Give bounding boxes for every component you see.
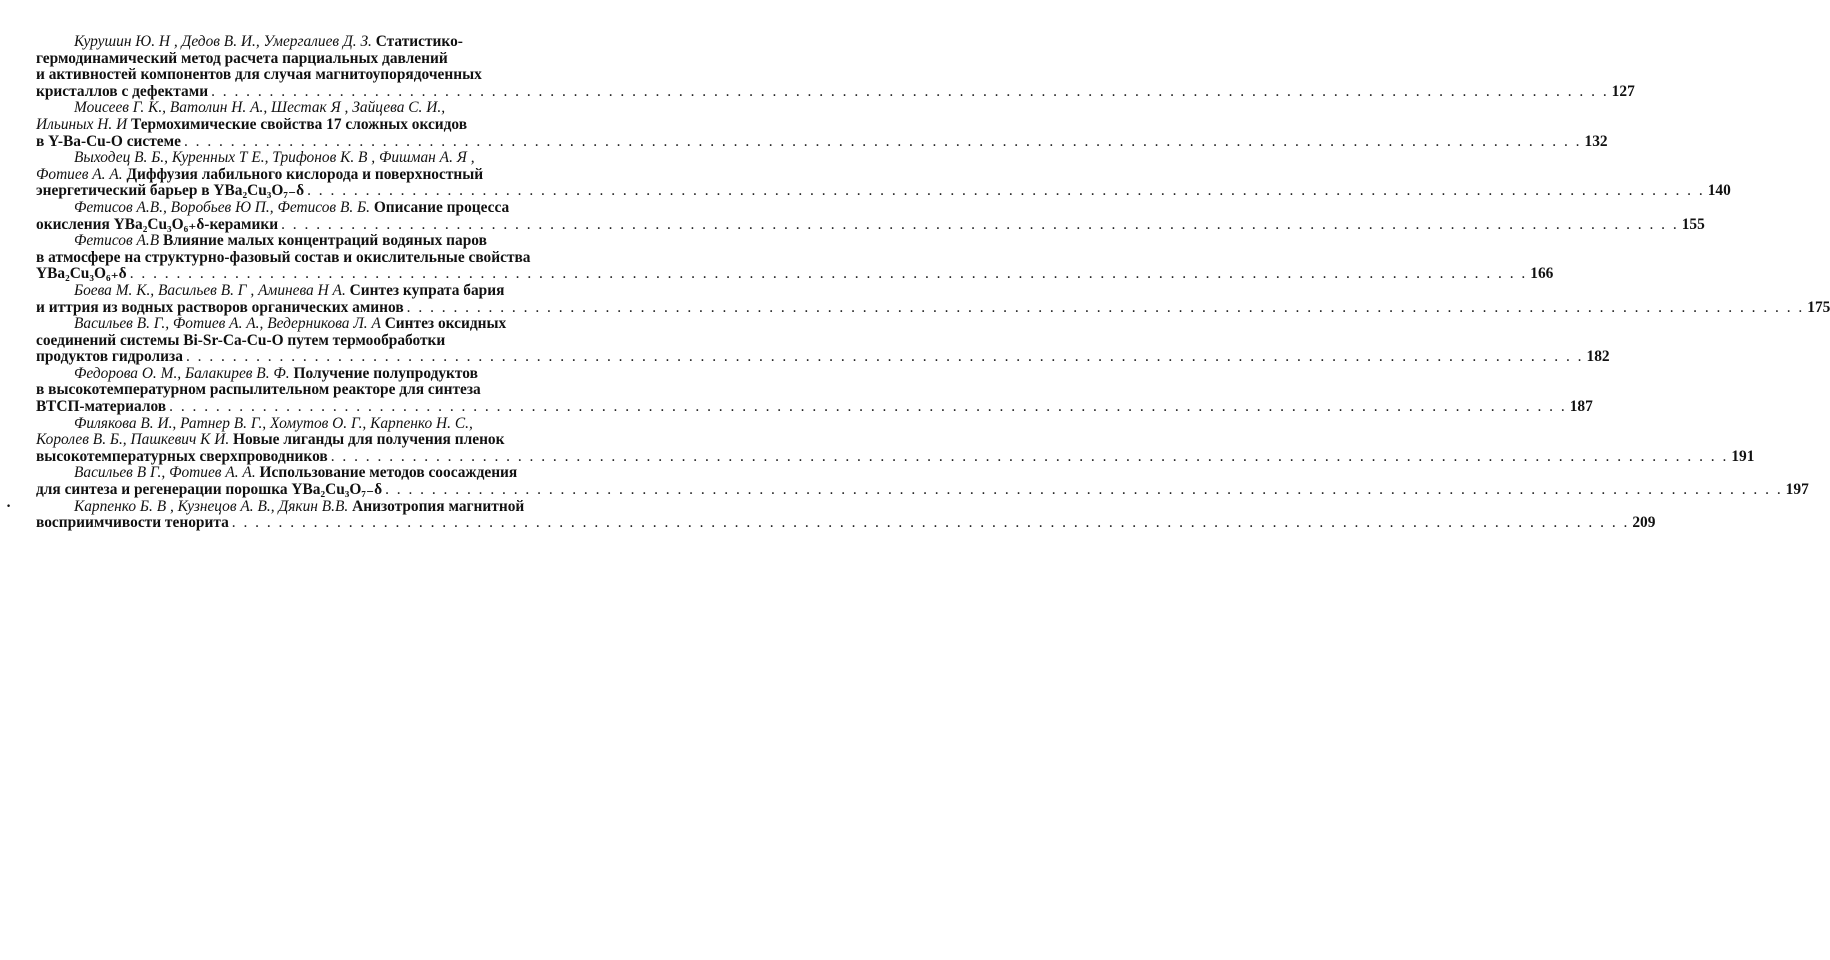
entry-title-end: кристаллов с дефектами	[36, 82, 209, 100]
entry-authors: Васильев В Г., Фотиев А. А.	[74, 464, 256, 482]
entry-title-end: для синтеза и регенерации порошка YBa₂Cu₃O₇₋δ	[36, 481, 383, 499]
toc-entry	[36, 281, 1830, 316]
toc-entry-last-line	[36, 215, 1705, 234]
entry-authors: Карпенко Б. В , Кузнецов А. В., Дякин В.В.	[74, 497, 349, 515]
entry-title-end: продуктов гидролиза	[36, 348, 183, 366]
toc-entry-line	[36, 283, 632, 300]
toc-entry-line	[36, 366, 632, 383]
toc-entry-last-line	[36, 481, 1809, 499]
entry-title: Синтез купрата бария	[345, 281, 505, 299]
toc-entry-line	[36, 416, 632, 433]
entry-title: в высокотемпературном распылительном реакторе для синтеза	[36, 381, 481, 399]
dot-leader: . . . . . . . . . . . . . . . . . . . . . . . . . . . . . . . . . . . . . . . . . . . . . . . . . . . . . . . . . . . . . . . . . . . . . . . . . . . . . . . . . . . . . . . . . . . . . . . . . . . . . . . . . . . . . . . . . . . . . . . .	[406, 298, 1805, 316]
toc-entry-line	[36, 499, 632, 516]
toc-entry-last-line	[36, 447, 1755, 466]
toc-entry-last-line	[36, 398, 1593, 416]
page-number: 191	[1731, 447, 1755, 465]
toc-entry-line	[36, 34, 632, 51]
page-number: 132	[1584, 132, 1608, 150]
page-number: 197	[1785, 481, 1809, 499]
toc-entry-line	[36, 117, 632, 134]
entry-authors: Выходец В. Б., Куренных Т Е., Трифонов К. В , Фишман А. Я ,	[74, 149, 475, 167]
dot-leader: . . . . . . . . . . . . . . . . . . . . . . . . . . . . . . . . . . . . . . . . . . . . . . . . . . . . . . . . . . . . . . . . . . . . . . . . . . . . . . . . . . . . . . . . . . . . . . . . . . . . . . . . . . . . . . . . . . . . . . . .	[330, 447, 1729, 465]
entry-title: Диффузия лабильного кислорода и поверхностный	[122, 165, 484, 183]
entry-authors: Фетисов А.В	[74, 232, 160, 250]
entry-authors: Васильев В. Г., Фотиев А. А., Ведерникова Л. А	[74, 315, 381, 333]
toc-entry-line	[36, 382, 632, 399]
toc-entry-line	[36, 150, 632, 167]
entry-title: Получение полупродуктов	[289, 364, 478, 382]
entry-title: Описание процесса	[369, 198, 510, 216]
dot-leader: . . . . . . . . . . . . . . . . . . . . . . . . . . . . . . . . . . . . . . . . . . . . . . . . . . . . . . . . . . . . . . . . . . . . . . . . . . . . . . . . . . . . . . . . . . . . . . . . . . . . . . . . . . . . . . . . . . . . . . . .	[185, 348, 1584, 366]
toc-entry-last-line	[36, 132, 1608, 151]
toc-entry-line	[36, 465, 632, 482]
toc-entry-last-line	[36, 182, 1731, 200]
dot-leader: . . . . . . . . . . . . . . . . . . . . . . . . . . . . . . . . . . . . . . . . . . . . . . . . . . . . . . . . . . . . . . . . . . . . . . . . . . . . . . . . . . . . . . . . . . . . . . . . . . . . . . . . . . . . . . . . . . . . . . . .	[307, 182, 1705, 200]
dot-leader: . . . . . . . . . . . . . . . . . . . . . . . . . . . . . . . . . . . . . . . . . . . . . . . . . . . . . . . . . . . . . . . . . . . . . . . . . . . . . . . . . . . . . . . . . . . . . . . . . . . . . . . . . . . . . . . . . . . . . . . .	[129, 265, 1528, 283]
entry-title-end: высокотемпературных сверхпроводников	[36, 447, 328, 465]
entry-title: соединений системы Bi-Sr-Ca-Cu-O путем термообработки	[36, 331, 446, 349]
entry-authors: Моисеев Г. К., Ватолин Н. А., Шестак Я , Зайцева С. И.,	[74, 99, 446, 117]
toc-entry	[36, 99, 1608, 150]
dot-leader: . . . . . . . . . . . . . . . . . . . . . . . . . . . . . . . . . . . . . . . . . . . . . . . . . . . . . . . . . . . . . . . . . . . . . . . . . . . . . . . . . . . . . . . . . . . . . . . . . . . . . . . . . . . . . . . . . . . . . . . .	[385, 481, 1783, 499]
toc-entry-line	[36, 233, 632, 250]
toc-entry	[36, 364, 1593, 416]
toc-entry	[36, 464, 1809, 499]
toc-entry	[36, 315, 1610, 366]
entry-authors: Филякова В. И., Ратнер В. Г., Хомутов О. Г., Карпенко Н. С.,	[74, 414, 473, 432]
entry-title: Использование методов соосаждения	[255, 464, 518, 482]
toc-entry	[36, 414, 1755, 466]
page-number: 127	[1611, 82, 1635, 100]
toc-entry-line	[36, 250, 632, 267]
entry-title: в атмосфере на структурно-фазовый состав и окислительные свойства	[36, 248, 531, 266]
dot-leader: . . . . . . . . . . . . . . . . . . . . . . . . . . . . . . . . . . . . . . . . . . . . . . . . . . . . . . . . . . . . . . . . . . . . . . . . . . . . . . . . . . . . . . . . . . . . . . . . . . . . . . . . . . . . . . . . . . . . . . . .	[183, 132, 1582, 150]
dot-leader: . . . . . . . . . . . . . . . . . . . . . . . . . . . . . . . . . . . . . . . . . . . . . . . . . . . . . . . . . . . . . . . . . . . . . . . . . . . . . . . . . . . . . . . . . . . . . . . . . . . . . . . . . . . . . . . . . . . . . . . .	[211, 82, 1609, 100]
toc-entry-line	[36, 67, 632, 84]
page-number: 187	[1569, 398, 1593, 416]
toc-entry-last-line	[36, 514, 1656, 532]
entry-title: и активностей компонентов для случая магнитоупорядоченных	[36, 66, 482, 84]
toc-entry	[36, 198, 1705, 233]
entry-title: Новые лиганды для получения пленок	[229, 431, 505, 449]
entry-authors: Курушин Ю. Н , Дедов В. И., Умергалиев Д. З.	[74, 33, 372, 50]
entry-authors: Ильиных Н. И	[36, 115, 128, 133]
entry-title: гермодинамический метод расчета парциальных давлений	[36, 49, 448, 67]
page-number: 166	[1530, 265, 1554, 283]
entry-title: Влияние малых концентраций водяных паров	[159, 232, 487, 250]
page-number: 175	[1807, 298, 1830, 316]
entry-title-end: и иттрия из водных растворов органических аминов	[36, 298, 404, 316]
entry-title: Термохимические свойства 17 сложных оксидов	[127, 115, 468, 133]
page-number: 182	[1586, 348, 1610, 366]
entry-authors: Федорова О. М., Балакирев В. Ф.	[74, 364, 290, 382]
entry-authors: Боева М. К., Васильев В. Г , Аминева Н А.	[74, 281, 346, 299]
toc-entry-last-line	[36, 82, 1635, 101]
entry-title-end: окисления YBa₂Cu₃O₆₊δ-керамики	[36, 215, 279, 233]
toc-entry-line	[36, 100, 632, 117]
toc-entry-last-line	[36, 348, 1610, 366]
table-of-contents	[6, 33, 1830, 532]
entry-title-end: ВТСП-материалов	[36, 398, 167, 416]
toc-entry-line	[36, 167, 632, 184]
toc-entry-line	[36, 200, 632, 217]
entry-authors: Фотиев А. А.	[36, 165, 123, 183]
dot-leader: . . . . . . . . . . . . . . . . . . . . . . . . . . . . . . . . . . . . . . . . . . . . . . . . . . . . . . . . . . . . . . . . . . . . . . . . . . . . . . . . . . . . . . . . . . . . . . . . . . . . . . . . . . . . . . . . . . . . . . . .	[281, 215, 1679, 233]
toc-entry	[6, 497, 1656, 532]
entry-title: Анизотропия магнитной	[348, 497, 525, 515]
entry-title: Статистико-	[371, 33, 463, 50]
entry-title: Синтез оксидных	[380, 315, 507, 333]
dot-leader: . . . . . . . . . . . . . . . . . . . . . . . . . . . . . . . . . . . . . . . . . . . . . . . . . . . . . . . . . . . . . . . . . . . . . . . . . . . . . . . . . . . . . . . . . . . . . . . . . . . . . . . . . . . . . . . . . . . . . . . .	[169, 398, 1567, 416]
entry-authors: Королев В. Б., Пашкевич К И.	[36, 431, 230, 449]
page-number: 209	[1632, 514, 1656, 532]
toc-entry-line	[36, 316, 632, 333]
page-number: 155	[1681, 215, 1705, 233]
dot-leader: . . . . . . . . . . . . . . . . . . . . . . . . . . . . . . . . . . . . . . . . . . . . . . . . . . . . . . . . . . . . . . . . . . . . . . . . . . . . . . . . . . . . . . . . . . . . . . . . . . . . . . . . . . . . . . . . . . . . . . . .	[231, 514, 1630, 532]
page-number: 140	[1707, 182, 1731, 200]
toc-entry-line	[36, 333, 632, 350]
entry-authors: Фетисов А.В., Воробьев Ю П., Фетисов В. Б.	[74, 198, 370, 216]
toc-entry	[36, 232, 1554, 283]
toc-entry-last-line	[36, 298, 1830, 317]
margin-mark: ·	[6, 497, 12, 515]
entry-title-end: в Y-Ba-Cu-O системе	[36, 132, 181, 150]
entry-title-end: энергетический барьер в YBa₂Cu₃O₇₋δ	[36, 182, 305, 200]
toc-entry-line	[36, 432, 632, 449]
toc-entry-last-line	[36, 265, 1554, 283]
entry-title-end: восприимчивости тенорита	[36, 514, 229, 532]
toc-entry	[36, 33, 1635, 100]
toc-entry	[36, 149, 1731, 200]
entry-title-end: YBa₂Cu₃O₆₊δ	[36, 265, 127, 283]
toc-entry-line	[36, 51, 632, 68]
